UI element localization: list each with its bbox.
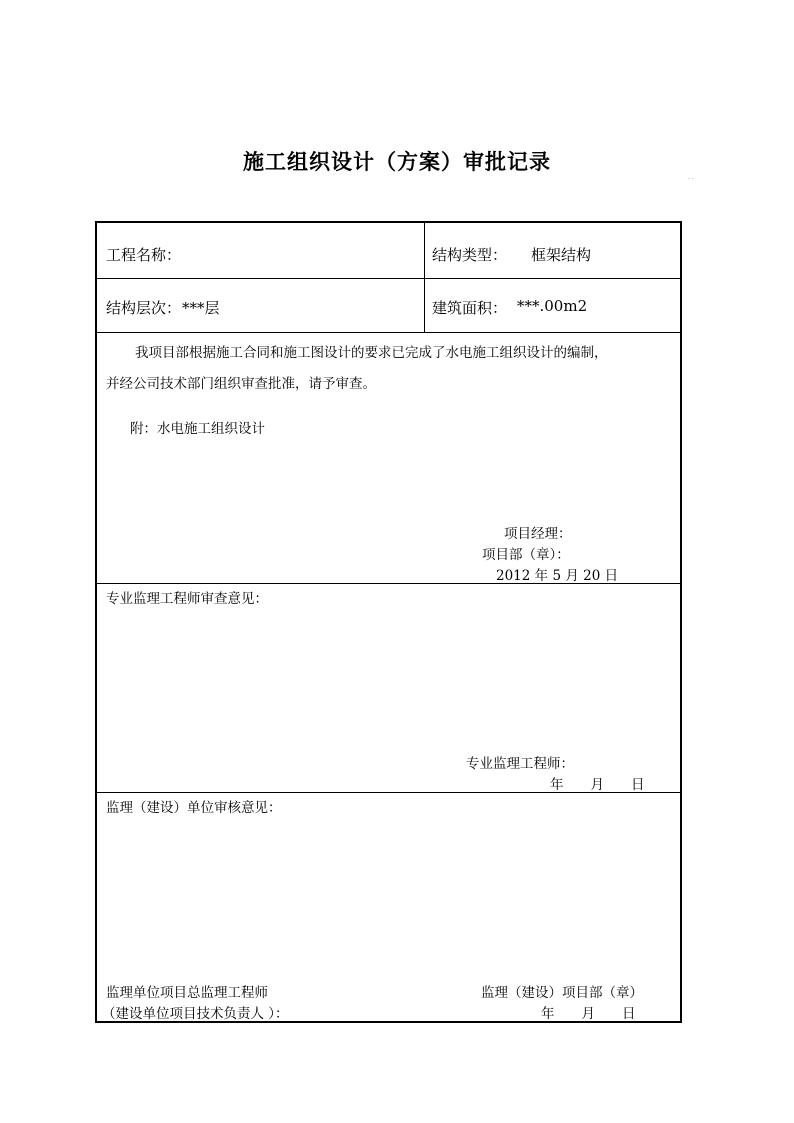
project-department-label: 项目部（章）： (482, 547, 570, 563)
submission-date: 2012 年 5 月 20 日 (496, 568, 619, 584)
structure-type-label: 结构类型： (432, 246, 508, 264)
area-value: ***.00m2 (517, 297, 588, 315)
unit-department-label: 监理（建设）项目部（章） (481, 985, 643, 1001)
structure-type-value: 框架结构 (531, 246, 592, 264)
unit-date-label: 年 月 日 (541, 1006, 636, 1022)
corner-mark: . . (688, 174, 694, 181)
engineer-opinion-label: 专业监理工程师审查意见： (106, 591, 268, 607)
row-unit-review (97, 793, 680, 1021)
approval-form-table (95, 221, 682, 1023)
attachment-note: 附：水电施工组织设计 (130, 421, 265, 437)
unit-opinion-label: 监理（建设）单位审核意见： (106, 800, 282, 816)
column-divider (424, 279, 425, 332)
page-title: 施工组织设计（方案）审批记录 (243, 149, 551, 174)
project-name-label: 工程名称： (106, 246, 182, 264)
row-submission (97, 333, 680, 584)
submission-paragraph-line2: 并经公司技术部门组织审查批准，请予审查。 (106, 376, 376, 392)
row-engineer-review (97, 584, 680, 793)
submission-paragraph-line1: 我项目部根据施工合同和施工图设计的要求已完成了水电施工组织设计的编制， (135, 345, 608, 361)
engineer-date-label: 年 月 日 (550, 777, 645, 793)
row-floors-area (97, 279, 680, 333)
column-divider (424, 223, 425, 278)
floors-value: ***层 (182, 299, 220, 317)
engineer-signer-label: 专业监理工程师： (466, 756, 574, 772)
area-label: 建筑面积： (432, 299, 508, 317)
chief-engineer-label-line2: （建设单位项目技术负责人 ）： (102, 1006, 289, 1022)
floors-label: 结构层次： (106, 299, 182, 317)
chief-engineer-label-line1: 监理单位项目总监理工程师 (106, 985, 268, 1001)
row-project-name (97, 223, 680, 279)
project-manager-label: 项目经理： (504, 526, 572, 542)
